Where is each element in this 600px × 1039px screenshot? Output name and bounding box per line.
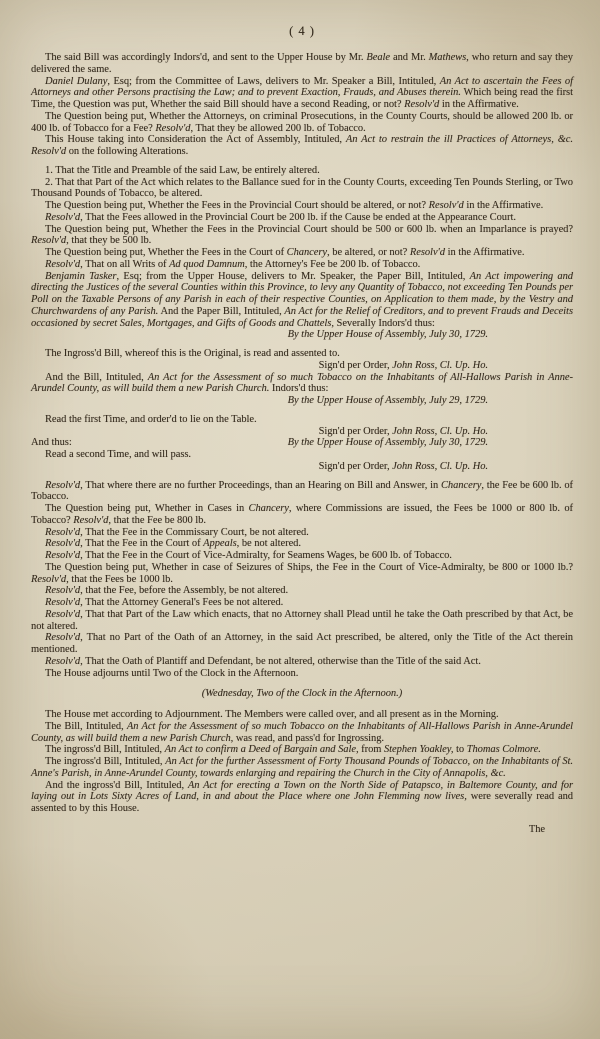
text-run: , That the Fee in the Commissary Court, be not altered.	[80, 526, 309, 538]
italic-text: Beale	[366, 52, 391, 64]
italic-text: Appeals	[203, 538, 237, 550]
italic-text: Resolv'd	[45, 632, 81, 644]
italic-text: Mathews	[428, 52, 467, 64]
paragraph	[31, 527, 573, 539]
paragraph	[31, 111, 573, 135]
text-run: was read, and pass'd for Ingrossing.	[233, 732, 385, 744]
page-number: ( 4 )	[289, 24, 315, 38]
paragraph	[31, 271, 573, 330]
endorsement-line	[31, 437, 573, 449]
text-run: And thus:	[31, 437, 72, 449]
text-run: in the Affirmative.	[463, 200, 544, 212]
italic-text: Daniel Dulany	[45, 75, 108, 87]
italic-text: Resolv'd	[45, 526, 81, 538]
italic-text: By the Upper House of Assembly, July 29, 1729.	[287, 395, 488, 407]
italic-text: (Wednesday, Two of the Clock in the Afternoon.)	[201, 688, 403, 700]
text-run: , where Commissions are issued, the Fees be 1000 or 800 lb. of Tobacco?	[31, 503, 573, 526]
paragraph	[31, 449, 573, 461]
text-run: Sign'd per Order,	[318, 359, 393, 371]
text-run: 2. That that Part of the Act which relates to the Ballance sued for in the County Courts, exceeding Ten Pounds Sterling, or Two Thousand Pounds of Tobacco, be altered.	[31, 176, 573, 200]
text-run: , That on all Writs of	[80, 258, 170, 270]
text-run: , Esq; from the Committee of Laws, delivers to Mr. Speaker a Bill, Intituled,	[107, 75, 440, 87]
italic-text: Resolv'd	[45, 655, 81, 667]
text-run: were severally read and assented to by this House.	[31, 791, 574, 815]
italic-text: By the Upper House of Assembly, July 30, 1729.	[287, 329, 488, 341]
italic-text: Resolv'd	[45, 550, 81, 562]
text-run: and Mr.	[390, 52, 429, 64]
text-run: The Question being put, Whether in case of Seizures of Ships, the Fee in the Court of Vice-Admiralty, be 800 or 1000 lb.?	[45, 561, 573, 573]
text-run: , That the Fee in the Court of	[80, 538, 204, 550]
paragraph	[31, 247, 573, 259]
italic-text: John Ross, Cl. Up. Ho.	[392, 460, 488, 472]
paragraph	[31, 609, 573, 633]
paragraph	[31, 721, 573, 745]
italic-text: By the Upper House of Assembly, July 30, 1729.	[287, 437, 488, 449]
italic-text: An Act for the Relief of Creditors, and to prevent Frauds and Deceits occasioned by secret Sales, Mortgages, and Gifts of Goods and Chattels,	[31, 305, 573, 329]
italic-text: Benjamin Tasker	[45, 270, 117, 282]
italic-text: Thomas Colmore.	[466, 744, 541, 756]
italic-text: Resolv'd	[45, 538, 81, 550]
italic-text: Ad quod Damnum	[169, 258, 245, 270]
paragraph	[31, 780, 573, 815]
text-run: , who return and say they delivered the same.	[31, 52, 573, 75]
paragraph	[31, 259, 573, 271]
text-run: The House adjourns until Two of the Clock in the Afternoon.	[45, 667, 299, 679]
text-run: The Question being put, Whether the Fees in the Provincial Court should be 500 or 600 lb. when an Imparlance is prayed?	[45, 223, 573, 235]
text-run: , be not altered.	[236, 538, 301, 550]
text-run: , Esq; from the Upper House, delivers to Mr. Speaker, the Paper Bill, Intituled,	[116, 270, 470, 282]
italic-text: An Act for erecting a Town on the North Side of Patapsco, in Baltemore County, and for laying out in Lots Sixty Acres of Land, in and about the Place where one John Flemming now lives,	[31, 779, 573, 803]
text-run: , That the Fee in the Court of Vice-Admiralty, for Seamens Wages, be 600 lb. of Tobacco.	[80, 550, 452, 562]
italic-text: An Act for the Assessment of so much Tobacco on the Inhabitants of All-Hallows Parish in Anne-Arundel County, as will build them a new Parish Church,	[31, 720, 573, 744]
text-run: The House met according to Adjournment. The Members were called over, and all present as in the Morning.	[45, 709, 499, 721]
italic-text: Resolv'd	[404, 99, 440, 111]
italic-text: Resolv'd	[45, 597, 81, 609]
text-run: in the Affirmative.	[444, 247, 525, 259]
paragraph	[31, 134, 573, 158]
text-run: Read a second Time, and will pass.	[45, 449, 192, 461]
text-run: , that the Fee, before the Assembly, be not altered.	[80, 585, 289, 597]
session-heading	[31, 688, 573, 700]
text-run: , That where there are no further Proceedings, than an Hearing on Bill and Answer, in	[80, 479, 441, 491]
text-run: , That the Attorney General's Fees be not altered.	[80, 597, 284, 609]
italic-text: An Act to restrain the ill Practices of Attorneys, &c.	[345, 134, 573, 146]
text-run: , the Fee be 600 lb. of Tobacco.	[31, 479, 574, 503]
italic-text: Resolv'd	[31, 235, 67, 247]
signature-line	[31, 426, 573, 438]
text-blocks	[31, 52, 573, 815]
paragraph	[31, 668, 573, 680]
text-run: The Bill, Intituled,	[45, 720, 127, 732]
paragraph	[31, 372, 573, 396]
text-run: , That that Part of the Law which enacts, that no Attorney shall Plead until he take the Oath prescribed by that Act, be not altered.	[31, 608, 573, 632]
text-run: 1. That the Title and Preamble of the said Law, be entirely altered.	[45, 164, 320, 176]
text-run: to	[453, 744, 467, 756]
italic-text: Resolv'd	[73, 514, 109, 526]
italic-text: Resolv'd	[155, 122, 191, 134]
italic-text: Resolv'd	[409, 247, 445, 259]
paragraph	[31, 656, 573, 668]
text-run: , that the Fees be 1000 lb.	[66, 573, 173, 585]
italic-text: An Act to confirm a Deed of Bargain and Sale,	[164, 744, 359, 756]
catchword: The	[528, 823, 545, 835]
text-run: , That no Part of the Oath of an Attorney, in the said Act prescribed, be altered, only the Title of the Act therein mentioned.	[31, 632, 573, 656]
italic-text: An Act impowering and directing the Justices of the several Counties within this Province, to levy any Quantity of Tobacco, not exceeding Ten Pounds per Poll on the Taxable Persons of any Parish in each of their respective Counties, on Application to them made, by the Vestry and Churchwardens of any Parish.	[31, 270, 573, 317]
text-run: The Ingross'd Bill, whereof this is the Original, is read and assented to.	[45, 348, 340, 360]
paragraph	[31, 597, 573, 609]
paragraph	[31, 632, 573, 656]
text-run: , that the Fee be 800 lb.	[108, 514, 206, 526]
text-run: The Question being put, Whether the Fees in the Court of	[45, 247, 287, 259]
italic-text: John Ross, Cl. Up. Ho.	[392, 425, 488, 437]
text-run: , That the Oath of Plantiff and Defendant, be not altered, otherwise than the Title of the said Act.	[80, 655, 481, 667]
alteration-item	[31, 165, 573, 177]
italic-text: An Act to ascertain the Fees of Attorneys and other Persons practising the Law; and to prevent Exaction, Frauds, and Abuses therein.	[31, 75, 573, 99]
italic-text: Chancery	[286, 247, 328, 259]
split-left	[31, 437, 72, 449]
text-run: , That they be allowed 200 lb. of Tobacco.	[190, 122, 366, 134]
signature-line	[31, 395, 573, 407]
text-run: The ingross'd Bill, Intituled,	[45, 756, 166, 768]
paragraph	[31, 76, 573, 111]
text-run: The Question being put, Whether in Cases in	[45, 503, 249, 515]
paragraph	[31, 538, 573, 550]
paragraph	[31, 52, 573, 76]
paragraph	[31, 212, 573, 224]
text-run: on the following Alterations.	[66, 146, 189, 158]
italic-text: An Act for the Assessment of so much Tobacco on the Inhabitants of All-Hallows Parish in Anne-Arundel County, as will build them a new Parish Church.	[31, 371, 573, 395]
signature-line	[31, 329, 573, 341]
italic-text: John Ross, Cl. Up. Ho.	[392, 359, 488, 371]
text-run: And the ingross'd Bill, Intituled,	[45, 779, 188, 791]
italic-text: Resolv'd	[428, 200, 464, 212]
paragraph	[31, 550, 573, 562]
italic-text: Stephen Yoakley,	[383, 744, 454, 756]
text-run: Indors'd thus:	[269, 383, 329, 395]
text-run: , be altered, or not?	[327, 247, 410, 259]
paragraph	[31, 585, 573, 597]
italic-text: Chancery	[248, 503, 289, 515]
signature-line	[31, 461, 573, 473]
italic-text: Resolv'd	[45, 608, 81, 620]
text-run: Severally Indors'd thus:	[333, 317, 435, 329]
italic-text: Resolv'd	[31, 573, 67, 585]
text-run: , the Attorney's Fee be 200 lb. of Tobacco.	[244, 258, 421, 270]
text-run: , That the Fees allowed in the Provincial Court be 200 lb. if the Cause be ended at the Appearance Court.	[80, 211, 516, 223]
text-run: The Question being put, Whether the Fees in the Provincial Court should be altered, or not?	[45, 200, 429, 212]
italic-text: Resolv'd	[45, 258, 81, 270]
paragraph	[31, 200, 573, 212]
text-run: Sign'd per Order,	[318, 425, 393, 437]
text-run: from	[358, 744, 384, 756]
text-run: The said Bill was accordingly Indors'd, and sent to the Upper House by Mr.	[45, 52, 367, 64]
italic-text: An Act for the further Assessment of Forty Thousand Pounds of Tobacco, on the Inhabitants of St. Anne's Parish, in Anne-Arundel County, towards enlarging and repairing the Church in the City of Annapolis, &c.	[31, 756, 574, 779]
paragraph	[31, 756, 573, 780]
paragraph	[31, 414, 573, 426]
paragraph	[31, 480, 573, 504]
italic-text: Resolv'd	[45, 479, 81, 491]
split-right	[288, 437, 573, 449]
text-run: This House taking into Consideration the Act of Assembly, Intituled,	[45, 134, 346, 146]
italic-text: Resolv'd	[45, 211, 81, 223]
paragraph	[31, 224, 573, 248]
signature-line	[31, 360, 573, 372]
italic-text: Resolv'd	[45, 585, 81, 597]
italic-text: Resolv'd	[31, 146, 67, 158]
alteration-item	[31, 177, 573, 201]
text-run: in the Affirmative.	[439, 99, 519, 111]
paragraph	[31, 562, 573, 586]
text-run: Which being read the first Time, the Question was put, Whether the said Bill should have a second Reading, or not?	[31, 87, 573, 111]
paragraph	[31, 744, 573, 756]
text-run: And the Paper Bill, Intituled,	[158, 305, 285, 317]
text-run: The ingross'd Bill, Intituled,	[45, 744, 165, 756]
text-run: The Question being put, Whether the Attorneys, on criminal Prosecutions, in the County Courts, should be allowed 200 lb. or 400 lb. of Tobacco for a Fee?	[31, 110, 573, 134]
paragraph	[31, 709, 573, 721]
text-run: , that they be 500 lb.	[66, 235, 152, 247]
paragraph	[31, 348, 573, 360]
text-run: Read the first Time, and order'd to lie on the Table.	[45, 413, 257, 425]
paragraph	[31, 503, 573, 527]
text-run: And the Bill, Intituled,	[45, 371, 148, 383]
italic-text: Chancery	[440, 479, 482, 491]
text-run: Sign'd per Order,	[318, 460, 393, 472]
